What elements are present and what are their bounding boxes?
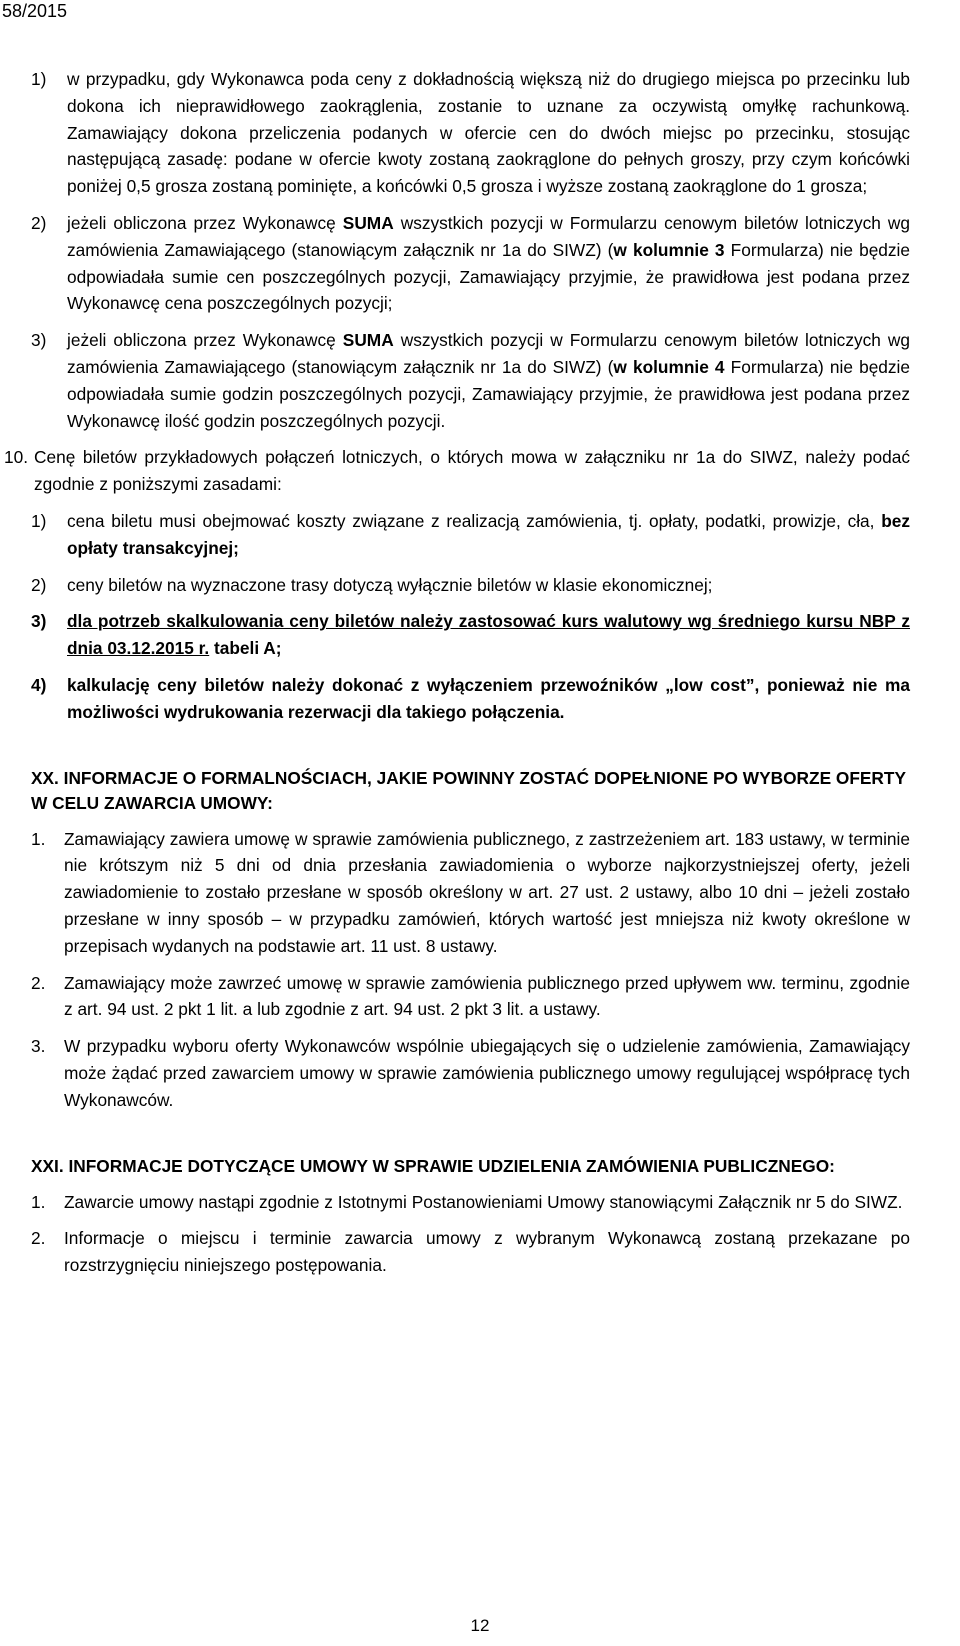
bold-text: bez opłaty transakcyjnej; bbox=[67, 510, 910, 558]
item-text: Zamawiający zawiera umowę w sprawie zamówienia publicznego, z zastrzeżeniem art. 183 ustawy, w terminie nie krótszym niż 5 dni od dnia przesłania zawiadomienia o wyborze najkorzystniejszej oferty, jeżeli zawiadomienie to zostało przesłane w sposób określony w art. 27 ust. 2 ustawy, albo 10 dni – jeżeli zostało przesłane w inny sposób – w przypadku zamówień, których wartość jest mniejsza niż kwoty określone w przepisach wydanych na podstawie art. 11 ust. 8 ustawy. bbox=[64, 828, 910, 956]
item-text: W przypadku wyboru oferty Wykonawców wspólnie ubiegających się o udzielenie zamówienia, Zamawiający może żądać przed zawarciem umowy w sprawie zamówienia publicznego umowy regulującej współpracę tych Wykonawców. bbox=[64, 1036, 910, 1110]
item-text: Zawarcie umowy nastąpi zgodnie z Istotnymi Postanowieniami Umowy stanowiącymi Załącznik nr 5 do SIWZ. bbox=[64, 1191, 903, 1212]
text-run: jeżeli obliczona przez Wykonawcę bbox=[67, 330, 343, 351]
list-item bbox=[31, 327, 910, 434]
item-number: 1. bbox=[31, 828, 46, 849]
item-number: 3) bbox=[31, 611, 47, 632]
section-heading-xx: XX. INFORMACJE O FORMALNOŚCIACH, JAKIE POWINNY ZOSTAĆ DOPEŁNIONE PO WYBORZE OFERTY W CELU ZAWARCIA UMOWY: bbox=[31, 767, 906, 813]
list-item bbox=[31, 572, 910, 599]
item-number: 2) bbox=[31, 212, 47, 233]
numbered-paragraph bbox=[31, 826, 910, 960]
page-number: 12 bbox=[470, 1616, 490, 1635]
numbered-paragraph bbox=[31, 1033, 910, 1113]
list-item bbox=[31, 508, 910, 562]
numbered-paragraph bbox=[31, 1225, 910, 1279]
item-number: 1) bbox=[31, 510, 47, 531]
text-run: wszystkich pozycji w Formularzu cenowym biletów lotniczych wg zamówienia Zamawiającego (stanowiącym załącznik nr 1a do SIWZ) ( bbox=[67, 212, 910, 260]
item-text: ceny biletów na wyznaczone trasy dotyczą wyłącznie biletów w klasie ekonomicznej; bbox=[67, 574, 713, 595]
text-run: Formularza) nie będzie odpowiadała sumie cen poszczególnych pozycji, Zamawiający przyjmie, że prawidłowa jest podana przez Wykonawcę cena poszczególnych pozycji; bbox=[67, 239, 911, 314]
list-item bbox=[31, 672, 910, 726]
item-number: 1) bbox=[31, 69, 47, 89]
item-number: 2. bbox=[31, 972, 46, 993]
item-text: Informacje o miejscu i terminie zawarcia umowy z wybranym Wykonawcą zostaną przekazane po rozstrzygnięciu niniejszego postępowania. bbox=[64, 1228, 910, 1276]
item-text: kalkulację ceny biletów należy dokonać z wyłączeniem przewoźników „low cost”, ponieważ nie ma możliwości wydrukowania rezerwacji dla takiego połączenia. bbox=[67, 674, 910, 722]
journal-number: 58/2015 bbox=[2, 1, 68, 21]
numbered-paragraph bbox=[31, 970, 910, 1024]
item-text bbox=[67, 210, 910, 317]
text-run: tabeli A; bbox=[209, 638, 282, 659]
item-text: Cenę biletów przykładowych połączeń lotniczych, o których mowa w załączniku nr 1a do SIWZ, należy podać zgodnie z poniższymi zasadami: bbox=[34, 447, 910, 495]
item-number: 1. bbox=[31, 1191, 46, 1212]
underlined-text: dla potrzeb skalkulowania ceny biletów należy zastosować kurs walutowy wg średniego kursu NBP z dnia 03.12.2015 r. bbox=[67, 611, 910, 659]
list-item bbox=[31, 66, 910, 200]
item-text bbox=[67, 608, 910, 662]
item-number: 2. bbox=[31, 1228, 46, 1249]
list-item bbox=[31, 210, 910, 317]
item-number: 3) bbox=[31, 330, 47, 351]
list-item bbox=[31, 608, 910, 662]
bold-text: w kolumnie 4 bbox=[613, 356, 725, 377]
item-text: w przypadku, gdy Wykonawca poda ceny z dokładnością większą niż do drugiego miejsca po przecinku lub dokona ich nieprawidłowego zaokrąglenia, zostanie to uznane za oczywistą omyłkę rachunkową. Zamawiający dokona przeliczenia podanych w ofercie cen do dwóch miejsc po przecinku, stosując następującą zasadę: podane w ofercie kwoty zostaną zaokrąglone do pełnych groszy, przy czym końcówki poniżej 0,5 grosza zostaną pominięte, a końcówki 0,5 grosza i wyższe zostaną zaokrąglone do 1 grosza; bbox=[67, 69, 910, 197]
text-run: Formularza) nie będzie odpowiadała sumie godzin poszczególnych pozycji, Zamawiający przyjmie, że prawidłowa jest podana przez Wykonawcę ilość godzin poszczególnych pozycji. bbox=[67, 356, 911, 431]
item-number: 2) bbox=[31, 574, 47, 595]
document-page bbox=[4, 66, 911, 1279]
section-heading-xxi: XXI. INFORMACJE DOTYCZĄCE UMOWY W SPRAWIE UDZIELENIA ZAMÓWIENIA PUBLICZNEGO: bbox=[31, 1155, 835, 1176]
bold-text: SUMA bbox=[342, 330, 394, 351]
bold-text: SUMA bbox=[342, 212, 394, 233]
item-text bbox=[67, 327, 910, 434]
item-number: 3. bbox=[31, 1036, 46, 1057]
text-run: jeżeli obliczona przez Wykonawcę bbox=[67, 212, 343, 233]
text-run: wszystkich pozycji w Formularzu cenowym biletów lotniczych wg zamówienia Zamawiającego (stanowiącym załącznik nr 1a do SIWZ) ( bbox=[67, 330, 910, 377]
numbered-paragraph bbox=[31, 1189, 910, 1216]
item-text: Zamawiający może zawrzeć umowę w sprawie zamówienia publicznego przed upływem ww. terminu, zgodnie z art. 94 ust. 2 pkt 1 lit. a lub zgodnie z art. 94 ust. 2 pkt 3 lit. a ustawy. bbox=[64, 972, 910, 1020]
item-number: 4) bbox=[31, 674, 47, 695]
item-text bbox=[67, 508, 910, 562]
numbered-paragraph bbox=[4, 444, 910, 498]
text-run: cena biletu musi obejmować koszty związane z realizacją zamówienia, tj. opłaty, podatki, prowizje, cła, bbox=[67, 510, 882, 531]
item-number: 10. bbox=[4, 447, 29, 468]
bold-text: w kolumnie 3 bbox=[613, 239, 725, 260]
